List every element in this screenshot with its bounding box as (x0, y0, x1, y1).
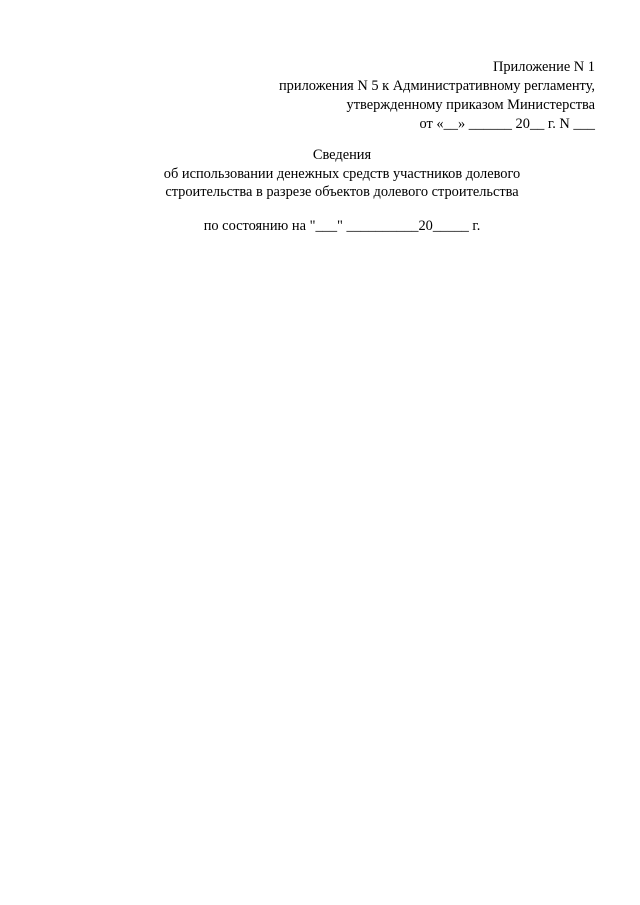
appendix-reference: приложения N 5 к Административному регламенту, (278, 78, 595, 94)
title-line-3: строительства в разрезе объектов долевого строительства (165, 184, 519, 200)
appendix-number: Приложение N 1 (492, 59, 595, 75)
title-line-1: Сведения (312, 147, 372, 163)
appendix-header (155, 58, 595, 134)
document-title (112, 146, 572, 202)
order-date-number: от «__» ______ 20__ г. N ___ (419, 116, 595, 132)
title-line-2: об использовании денежных средств участников долевого (163, 165, 521, 182)
as-of-date-line: по состоянию на "___" __________20_____ г. (203, 218, 481, 234)
approval-reference: утвержденному приказом Министерства (346, 97, 595, 113)
